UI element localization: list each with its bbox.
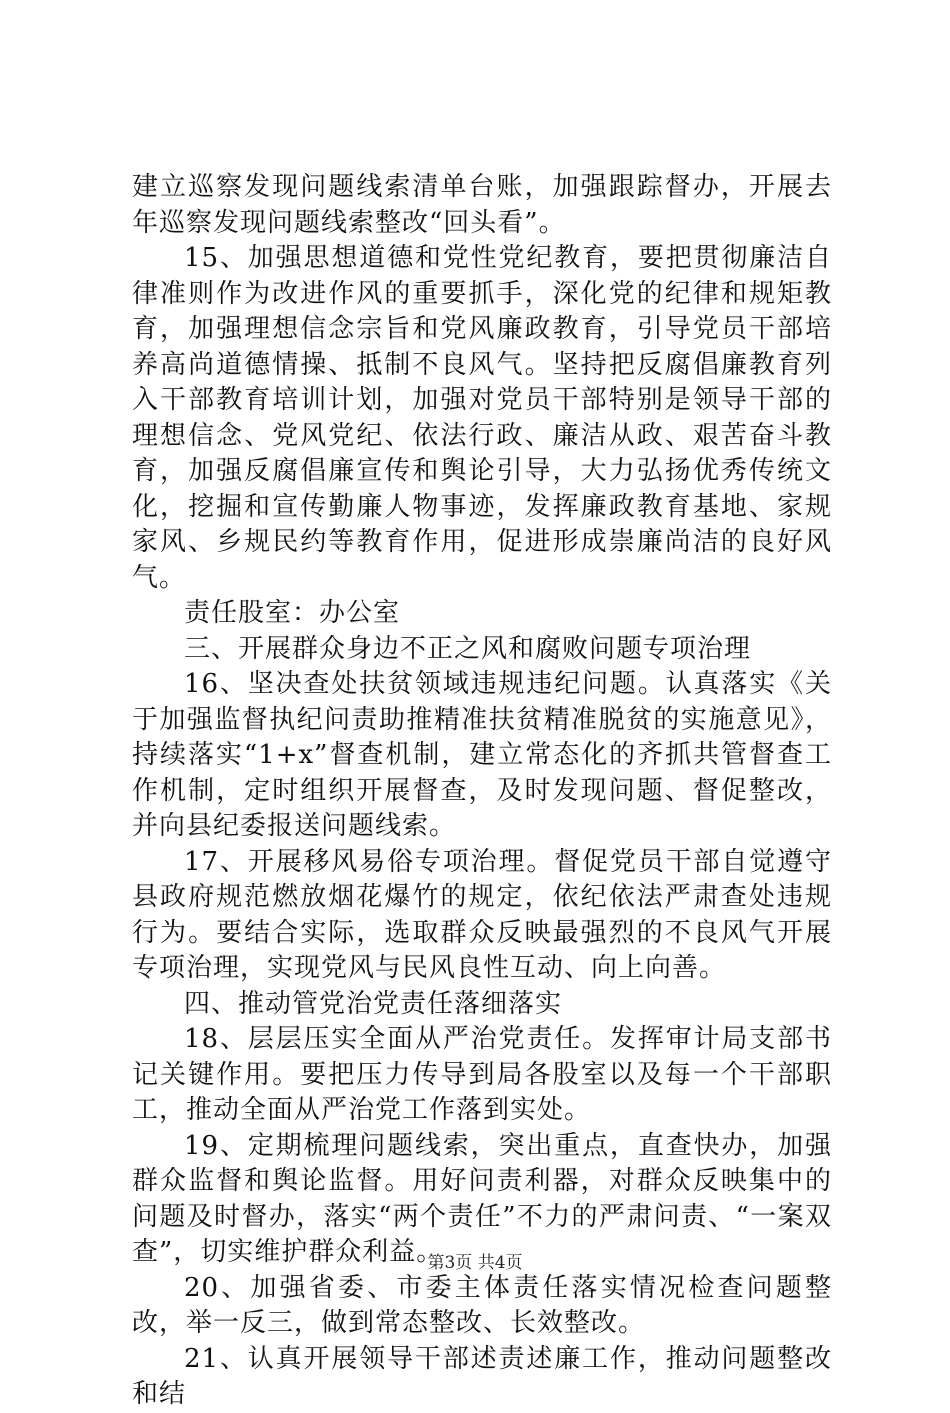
document-body — [132, 170, 832, 1413]
paragraph-responsible-office: 责任股室：办公室 — [184, 598, 401, 628]
page-footer: 第3页 共4页 — [427, 1253, 523, 1273]
paragraph-item-19: 19、定期梳理问题线索，突出重点，直查快办，加强群众监督和舆论监督。用好问责利器，对群众反映集中的问题及时督办，落实“两个责任”不力的严肃问责、“一案双查”，切实维护群众利益。 — [132, 1130, 832, 1267]
paragraph-item-16: 16、坚决查处扶贫领域违规违纪问题。认真落实《关于加强监督执纪问责助推精准扶贫精准脱贫的实施意见》，持续落实“1+x”督查机制，建立常态化的齐抓共管督查工作机制，定时组织开展督查，及时发现问题、督促整改，并向县纪委报送问题线索。 — [132, 669, 832, 841]
paragraph-item-17: 17、开展移风易俗专项治理。督促党员干部自觉遵守县政府规范燃放烟花爆竹的规定，依纪依法严肃查处违规行为。要结合实际，选取群众反映最强烈的不良风气开展专项治理，实现党风与民风良性互动、向上向善。 — [132, 846, 832, 983]
paragraph-item-18: 18、层层压实全面从严治党责任。发挥审计局支部书记关键作用。要把压力传导到局各股室以及每一个干部职工，推动全面从严治党工作落到实处。 — [132, 1024, 832, 1125]
paragraph-item-15: 15、加强思想道德和党性党纪教育，要把贯彻廉洁自律准则作为改进作风的重要抓手，深化党的纪律和规矩教育，加强理想信念宗旨和党风廉政教育，引导党员干部培养高尚道德情操、抵制不良风气。坚持把反腐倡廉教育列入干部教育培训计划，加强对党员干部特别是领导干部的理想信念、党风党纪、依法行政、廉洁从政、艰苦奋斗教育，加强反腐倡廉宣传和舆论引导，大力弘扬优秀传统文化，挖掘和宣传勤廉人物事迹，发挥廉政教育基地、家规家风、乡规民约等教育作用，促进形成崇廉尚洁的良好风气。 — [132, 243, 832, 593]
paragraph-continuation: 建立巡察发现问题线索清单台账，加强跟踪督办，开展去年巡察发现问题线索整改“回头看”。 — [132, 172, 832, 238]
section-heading-3: 三、开展群众身边不正之风和腐败问题专项治理 — [184, 633, 752, 664]
paragraph-item-21: 21、认真开展领导干部述责述廉工作，推动问题整改和结 — [132, 1343, 832, 1409]
paragraph-item-20: 20、加强省委、市委主体责任落实情况检查问题整改，举一反三，做到常态整改、长效整改。 — [132, 1272, 832, 1338]
section-heading-4: 四、推动管党治党责任落细落实 — [184, 988, 563, 1019]
